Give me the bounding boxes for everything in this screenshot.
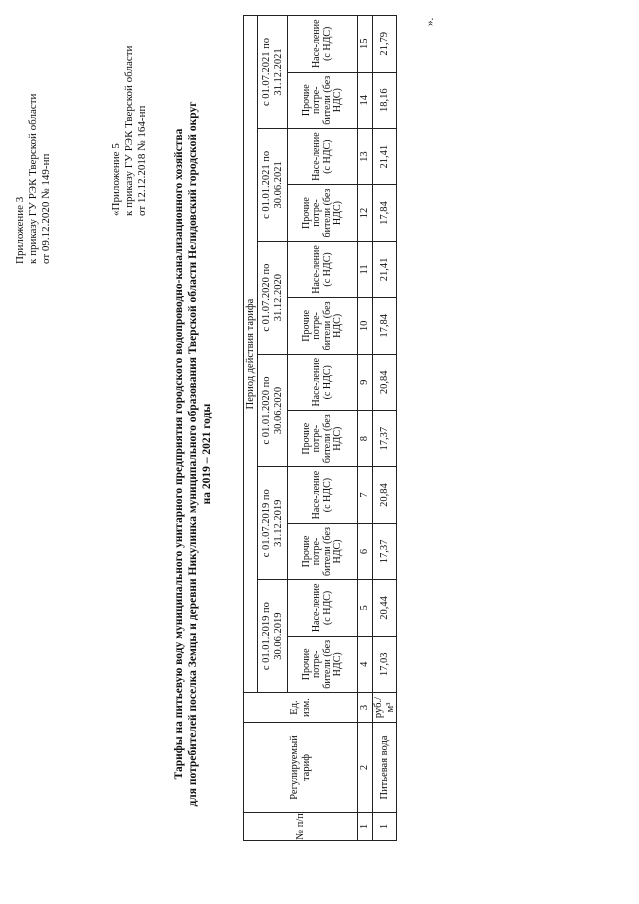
period-cell: с 01.01.2020 по 30.06.2020 bbox=[258, 354, 288, 467]
col-header-tariff: Регулируемый тариф bbox=[244, 723, 358, 813]
period-cell: с 01.01.2021 по 30.06.2021 bbox=[258, 128, 288, 241]
col-header-num: № п/п bbox=[244, 813, 358, 841]
subheader-population: Насе-ление (с НДС) bbox=[288, 16, 358, 73]
index-cell: 6 bbox=[358, 523, 373, 579]
closing-quote: ». bbox=[424, 17, 436, 26]
index-cell: 10 bbox=[358, 298, 373, 354]
value-cell: 17,37 bbox=[373, 523, 397, 579]
index-cell: 2 bbox=[358, 723, 373, 813]
value-cell: 21,41 bbox=[373, 128, 397, 184]
index-cell: 12 bbox=[358, 185, 373, 241]
row-num: 1 bbox=[373, 813, 397, 841]
value-cell: 20,84 bbox=[373, 467, 397, 523]
subheader-other: Прочие потре-бители (без НДС) bbox=[288, 636, 358, 692]
value-cell: 21,41 bbox=[373, 241, 397, 297]
table-row-data bbox=[373, 16, 397, 841]
subheader-other: Прочие потре-бители (без НДС) bbox=[288, 410, 358, 466]
subheader-other: Прочие потре-бители (без НДС) bbox=[288, 72, 358, 128]
index-cell: 13 bbox=[358, 128, 373, 184]
header-previous-order bbox=[110, 46, 149, 216]
index-cell: 3 bbox=[358, 693, 373, 723]
index-cell: 4 bbox=[358, 636, 373, 692]
value-cell: 20,44 bbox=[373, 580, 397, 636]
value-cell: 17,84 bbox=[373, 185, 397, 241]
title-line: Тарифы на питьевую воду муниципального унитарного предприятия городского водопроводно-канализационного хозяйства bbox=[173, 128, 185, 780]
col-header-unit: Ед. изм. bbox=[244, 693, 358, 723]
index-cell: 11 bbox=[358, 241, 373, 297]
value-cell: 17,03 bbox=[373, 636, 397, 692]
value-cell: 18,16 bbox=[373, 72, 397, 128]
table-row bbox=[244, 16, 258, 841]
index-cell: 5 bbox=[358, 580, 373, 636]
value-cell: 21,79 bbox=[373, 16, 397, 73]
header-line: от 12.12.2018 № 164-нп bbox=[136, 105, 148, 216]
index-cell: 1 bbox=[358, 813, 373, 841]
index-cell: 8 bbox=[358, 410, 373, 466]
value-cell: 17,37 bbox=[373, 410, 397, 466]
index-cell: 15 bbox=[358, 16, 373, 73]
period-cell: с 01.07.2019 по 31.12.2019 bbox=[258, 467, 288, 580]
row-unit: руб./м³ bbox=[373, 693, 397, 723]
subheader-population: Насе-ление (с НДС) bbox=[288, 580, 358, 636]
subheader-population: Насе-ление (с НДС) bbox=[288, 354, 358, 410]
header-line: к приказу ГУ РЭК Тверской области bbox=[27, 93, 39, 264]
index-cell: 7 bbox=[358, 467, 373, 523]
value-cell: 20,84 bbox=[373, 354, 397, 410]
subheader-population: Насе-ление (с НДС) bbox=[288, 128, 358, 184]
tariff-table bbox=[243, 15, 397, 841]
subheader-population: Насе-ление (с НДС) bbox=[288, 241, 358, 297]
subheader-other: Прочие потре-бители (без НДС) bbox=[288, 298, 358, 354]
title-line: для потребителей поселка Земцы и деревни Никулинка муниципального образования Тверской области Нелидовский городской округ bbox=[187, 101, 199, 807]
value-cell: 17,84 bbox=[373, 298, 397, 354]
header-line: от 09.12.2020 № 149-нп bbox=[40, 153, 52, 264]
table-row-index bbox=[358, 16, 373, 841]
header-line: Приложение 3 bbox=[14, 196, 26, 264]
header-line: «Приложение 5 bbox=[110, 143, 122, 216]
index-cell: 14 bbox=[358, 72, 373, 128]
row-tariff-name: Питьевая вода bbox=[373, 723, 397, 813]
index-cell: 9 bbox=[358, 354, 373, 410]
header-current-order bbox=[14, 94, 53, 264]
subheader-other: Прочие потре-бители (без НДС) bbox=[288, 523, 358, 579]
subheader-other: Прочие потре-бители (без НДС) bbox=[288, 185, 358, 241]
period-cell: с 01.07.2021 по 31.12.2021 bbox=[258, 16, 288, 129]
period-cell: с 01.01.2019 по 30.06.2019 bbox=[258, 580, 288, 693]
document-title bbox=[172, 64, 214, 844]
period-cell: с 01.07.2020 по 31.12.2020 bbox=[258, 241, 288, 354]
period-header: Период действия тарифа bbox=[244, 16, 258, 693]
subheader-population: Насе-ление (с НДС) bbox=[288, 467, 358, 523]
title-line: на 2019 – 2021 годы bbox=[201, 403, 213, 505]
header-line: к приказу ГУ РЭК Тверской области bbox=[123, 45, 135, 216]
